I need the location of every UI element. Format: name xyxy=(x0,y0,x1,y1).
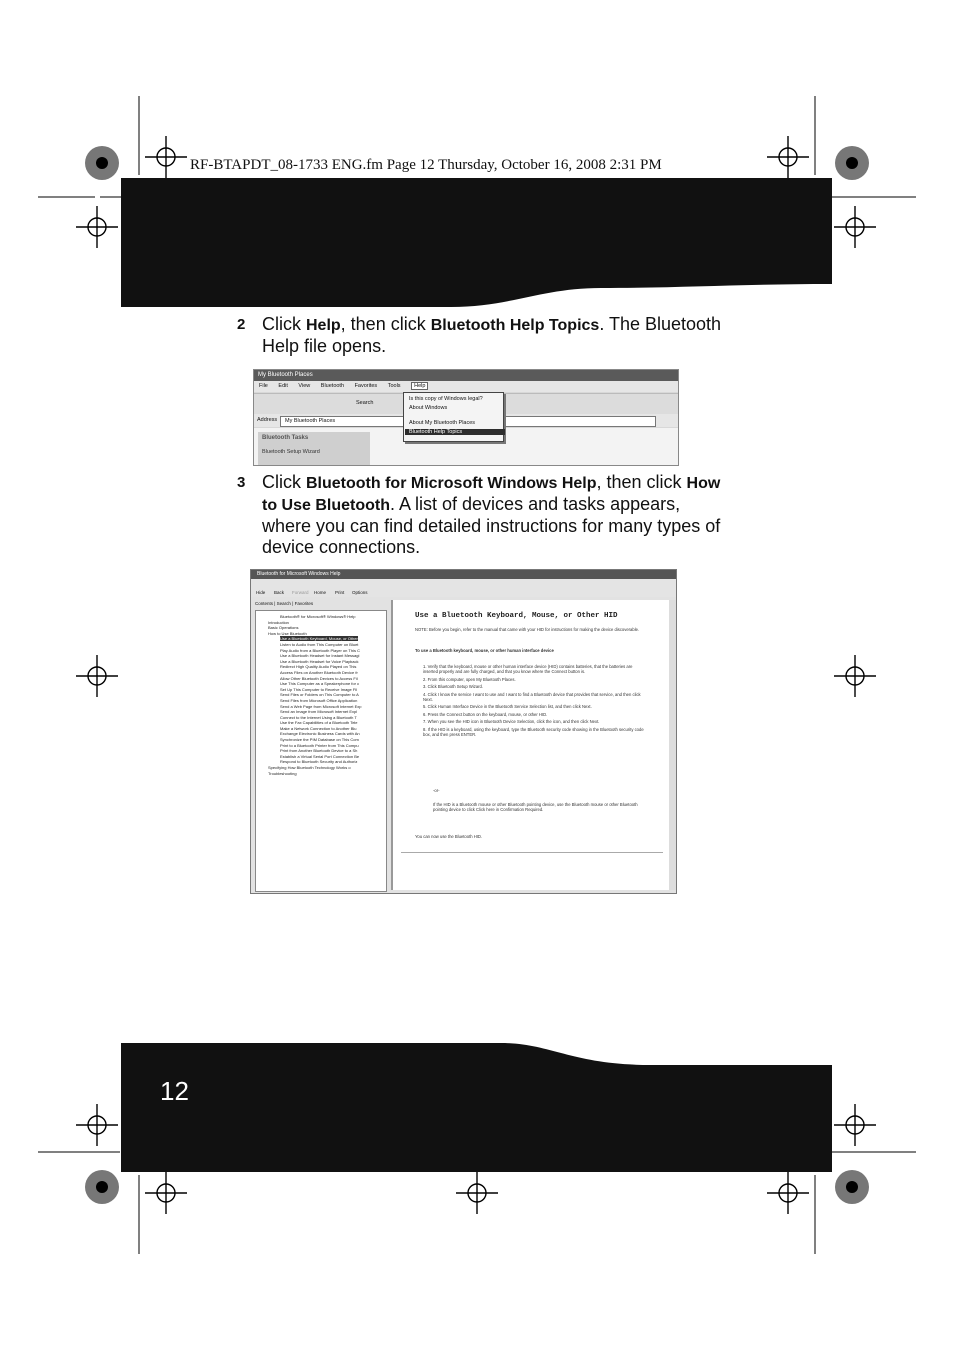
help-toolbar xyxy=(251,579,676,597)
tree-item[interactable]: Bluetooth® for Microsoft® Windows® Help xyxy=(280,614,356,619)
topic-steps xyxy=(415,664,645,739)
divider xyxy=(401,852,663,853)
topic-final: You can now use the Bluetooth HID. xyxy=(415,834,483,839)
options-button[interactable]: Options xyxy=(352,590,368,595)
screenshot-bluetooth-help xyxy=(250,569,677,894)
topic-or: -or- xyxy=(433,788,440,793)
screenshot-my-bluetooth-places xyxy=(253,369,679,466)
menu-help[interactable]: Help xyxy=(411,382,428,390)
topic-step: 8. If the HID is a keyboard, using the keyboard, type the Bluetooth security code showing in the Bluetooth security code box, and then press ENTER. xyxy=(423,726,644,738)
menu-favorites[interactable]: Favorites xyxy=(354,383,378,389)
contents-tree xyxy=(260,614,362,776)
header-band xyxy=(121,178,832,307)
topic-step: 1. Verify that the keyboard, mouse or other human interface device (HID) contains batteries, that the batteries are inserted properly and are fully charged, and that you know where the Connect button is. xyxy=(423,664,633,675)
tree-item[interactable]: Use a Bluetooth Headset for Voice Playback xyxy=(280,658,359,664)
tree-item[interactable]: Specifying How Bluetooth Technology Works o xyxy=(268,765,351,771)
panel-title: Bluetooth Tasks xyxy=(262,435,309,441)
tree-item[interactable]: Redirect High Quality Audio Played on This xyxy=(280,664,357,670)
window-title: My Bluetooth Places xyxy=(254,370,679,381)
menu-item-help-topics[interactable]: Bluetooth Help Topics xyxy=(405,429,505,435)
tree-item[interactable]: Make a Network Connection to Another Blu xyxy=(280,725,357,731)
back-button[interactable]: Back xyxy=(274,590,285,595)
menu-file[interactable]: File xyxy=(259,383,268,389)
menu-edit[interactable]: Edit xyxy=(278,383,288,389)
setup-wizard-link[interactable]: Bluetooth Setup Wizard xyxy=(262,449,320,455)
home-button[interactable]: Home xyxy=(314,590,327,595)
menu-item-legal[interactable]: Is this copy of Windows legal? xyxy=(409,396,483,402)
step-text: Click Help, then click Bluetooth Help Topics. The Bluetooth Help file opens. xyxy=(262,314,722,356)
tree-item[interactable]: Send a Web Page from Microsoft Internet Exp xyxy=(280,703,362,709)
topic-step: 3. Click Bluetooth Setup Wizard. xyxy=(423,684,484,690)
menu-tools[interactable]: Tools xyxy=(387,383,401,389)
footer-band xyxy=(121,1043,832,1172)
tree-item[interactable]: Listen to Audio from This Computer on Bluet xyxy=(280,641,359,647)
tree-item[interactable]: Print to a Bluetooth Printer from This Compu xyxy=(280,742,359,748)
topic-step: 4. Click I know the service I want to use and I want to find a Bluetooth device that provides that service, and then click Next. xyxy=(423,691,641,703)
help-tabs[interactable]: Contents | Search | Favorites xyxy=(255,601,314,606)
print-button[interactable]: Print xyxy=(335,590,345,595)
step-3 xyxy=(237,472,721,558)
window-title: Bluetooth for Microsoft Windows Help xyxy=(251,570,677,579)
menu-bluetooth[interactable]: Bluetooth xyxy=(320,383,345,389)
tree-item[interactable]: Respond to Bluetooth Security and Authoriz xyxy=(280,759,358,765)
tree-item[interactable]: Synchronize the PIM Database on This Com xyxy=(280,737,359,743)
tree-item[interactable]: Introduction xyxy=(268,619,289,625)
scrollbar[interactable] xyxy=(669,600,676,890)
tasks-panel xyxy=(258,432,370,465)
topic-step: 6. Press the Connect button on the keyboard, mouse, or other HID. xyxy=(423,711,548,717)
tree-item[interactable]: Establish a Virtual Serial Port Connection Be xyxy=(280,753,360,759)
step-text: Click Bluetooth for Microsoft Windows Help, then click How to Use Bluetooth. A list of devices and tasks appears, where you can find detailed instructions for many types of device connections. xyxy=(262,472,721,557)
step-2 xyxy=(237,314,722,358)
file-slug: RF-BTAPDT_08-1733 ENG.fm Page 12 Thursday, October 16, 2008 2:31 PM xyxy=(190,157,662,173)
tree-item[interactable]: Use a Bluetooth Headset for Instant Messagi xyxy=(280,653,360,659)
tree-item[interactable]: Connect to the Internet Using a Bluetooth T xyxy=(280,714,357,720)
contents-pane xyxy=(255,610,387,892)
forward-button[interactable]: Forward xyxy=(292,590,309,595)
menu-item-about-windows[interactable]: About Windows xyxy=(409,405,448,411)
tree-item[interactable]: Access Files on Another Bluetooth Device fr xyxy=(280,669,358,675)
address-label: Address xyxy=(257,417,278,423)
topic-heading: Use a Bluetooth Keyboard, Mouse, or Other HID xyxy=(415,612,618,620)
help-dropdown xyxy=(403,392,504,442)
tree-item[interactable]: Send Files from Microsoft Office Application xyxy=(280,697,358,703)
topic-step: 5. Click Human Interface Device in the Bluetooth Service Selection list, and then click Next. xyxy=(423,704,592,710)
topic-alt: If the HID is a Bluetooth mouse or other Bluetooth pointing device, use the Bluetooth mouse or other Bluetooth pointing device to click Click here in Confirmation Required. xyxy=(433,802,638,813)
tree-item[interactable]: Use the Fax Capabilities of a Bluetooth Tele xyxy=(280,720,358,726)
topic-subhead: To use a Bluetooth keyboard, mouse, or other human interface device xyxy=(415,648,554,653)
address-input[interactable]: My Bluetooth Places xyxy=(280,416,656,427)
page-number: 12 xyxy=(160,1076,189,1106)
tree-item[interactable]: Set Up This Computer to Receive Image Fil xyxy=(280,686,358,692)
tree-item[interactable]: Exchange Electronic Business Cards with An xyxy=(280,731,360,737)
menu-item-about-places[interactable]: About My Bluetooth Places xyxy=(409,420,476,426)
tree-item[interactable]: Allow Other Bluetooth Devices to Access Fil xyxy=(280,675,358,681)
menu-view[interactable]: View xyxy=(298,383,311,389)
tree-item[interactable]: Troubleshooting xyxy=(268,770,297,776)
tree-item[interactable]: How to Use Bluetooth xyxy=(268,630,307,636)
step-number: 2 xyxy=(237,316,246,333)
step-number: 3 xyxy=(237,474,246,491)
tree-item[interactable]: Use This Computer as a Speakerphone for c xyxy=(280,681,360,687)
tree-item[interactable]: Basic Operations xyxy=(268,625,299,631)
search-button[interactable]: Search xyxy=(356,400,374,406)
tree-item[interactable]: Use a Bluetooth Keyboard, Mouse, or Other xyxy=(280,636,358,642)
topic-step: 2. From this computer, open My Bluetooth Places. xyxy=(423,676,516,682)
tree-item[interactable]: Send an Image from Microsoft Internet Expl xyxy=(280,709,358,715)
hide-button[interactable]: Hide xyxy=(256,590,266,595)
tree-item[interactable]: Send Files or Folders on This Computer to A xyxy=(280,692,359,698)
topic-step: 7. When you see the HID icon in Bluetooth Device Selection, click the icon, and then click Next. xyxy=(423,719,600,725)
tree-item[interactable]: Play Audio from a Bluetooth Player on This C xyxy=(280,647,360,653)
topic-note: NOTE: Before you begin, refer to the manual that came with your HID for instructions for making the device discoverable. xyxy=(415,627,640,632)
menu-bar xyxy=(254,381,678,392)
topic-pane xyxy=(391,600,671,890)
tree-item[interactable]: Print from Another Bluetooth Device to a Sh xyxy=(280,748,358,754)
